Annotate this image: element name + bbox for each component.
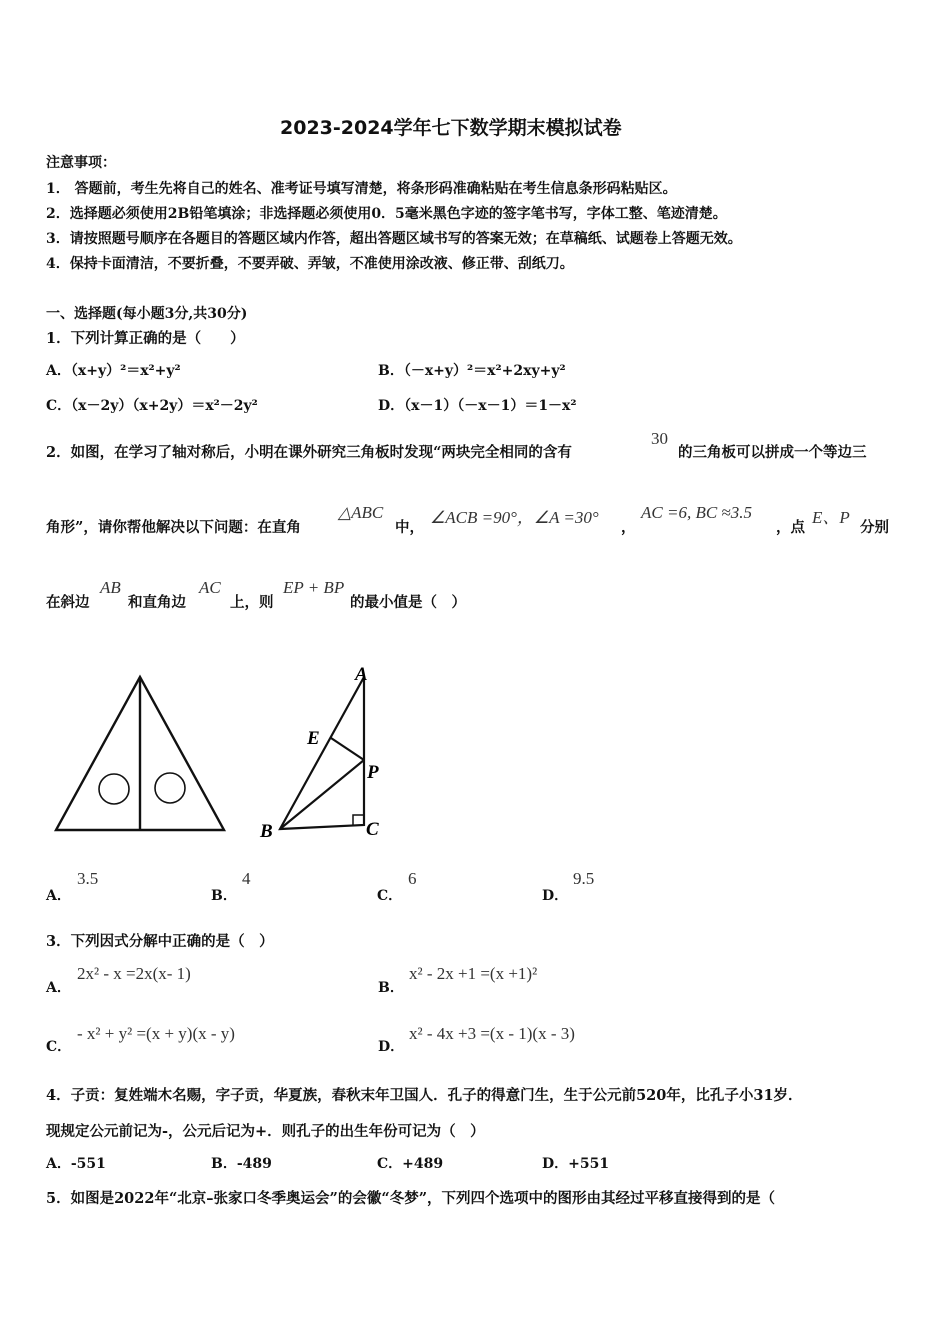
q4-option-a: A．-551 xyxy=(46,1156,106,1172)
hole-left xyxy=(99,774,129,804)
q3-option-c-letter: C． xyxy=(46,1039,72,1055)
section-heading: 一、选择题(每小题3分,共30分) xyxy=(46,306,248,322)
q2-angles: ∠ACB =90°，∠A =30° xyxy=(430,508,599,527)
q4-option-b: B．-489 xyxy=(211,1156,272,1172)
q2-line3-then: 上，则 xyxy=(230,594,274,611)
q1-stem: 1．下列计算正确的是（ ） xyxy=(46,330,245,347)
q2-option-c-letter: C． xyxy=(377,888,403,904)
q2-segment-ac: AC xyxy=(199,578,221,597)
q4-line1: 4．子贡：复姓端木名赐，字子贡，华夏族，春秋末年卫国人．孔子的得意门生，生于公元前520年，比孔子小31岁． xyxy=(46,1087,803,1104)
q2-option-a-value: 3.5 xyxy=(77,869,99,888)
hole-right xyxy=(155,773,185,803)
label-a: A xyxy=(355,664,368,685)
q2-line1-text: 2．如图，在学习了轴对称后，小明在课外研究三角板时发现“两块完全相同的含有 xyxy=(46,444,572,461)
label-b: B xyxy=(260,821,273,842)
q2-points-ep: E、P xyxy=(812,508,850,527)
q1-option-c: C．（x－2y）（x+2y）＝x²－2y² xyxy=(46,398,258,414)
q2-point-word: ，点 xyxy=(776,519,805,536)
q2-option-d-letter: D． xyxy=(542,888,569,904)
q2-line2-mid: 中， xyxy=(395,519,424,536)
notice-item-2: 2．选择题必须使用2B铅笔填涂；非选择题必须使用0．5毫米黑色字迹的签字笔书写，字体工整、笔迹清楚。 xyxy=(46,206,727,222)
notice-item-3: 3．请按照题号顺序在各题目的答题区域内作答，超出答题区域书写的答案无效；在草稿纸、试题卷上答题无效。 xyxy=(46,231,742,247)
q4-option-c: C．+489 xyxy=(377,1156,444,1172)
q2-triangle-abc: △ABC xyxy=(338,503,384,522)
q2-angle-30: 30 xyxy=(651,429,668,448)
figure-equilateral-triangle xyxy=(50,670,230,835)
q3-option-a-letter: A． xyxy=(46,980,71,996)
q2-line2-tail: 分别 xyxy=(860,519,889,536)
q3-option-d-letter: D． xyxy=(378,1039,405,1055)
q3-option-b-letter: B． xyxy=(378,980,404,996)
segment-bp xyxy=(280,760,364,829)
notice-heading: 注意事项： xyxy=(46,155,116,171)
label-e: E xyxy=(307,728,320,749)
q2-comma: ， xyxy=(621,519,636,536)
q2-option-b-value: 4 xyxy=(242,869,251,888)
q3-option-d: x² - 4x +3 =(x - 1)(x - 3) xyxy=(409,1024,575,1043)
q2-lengths: AC =6, BC ≈3.5 xyxy=(641,503,752,522)
q3-stem: 3．下列因式分解中正确的是（ ） xyxy=(46,933,274,950)
segment-ep xyxy=(331,738,364,760)
label-p: P xyxy=(367,762,379,783)
q3-option-a: 2x² - x =2x(x- 1) xyxy=(77,964,191,983)
q2-expression: EP + BP xyxy=(283,578,345,597)
label-c: C xyxy=(366,819,379,840)
q2-line1-tail: 的三角板可以拼成一个等边三 xyxy=(678,444,867,461)
q1-option-a: A．（x+y）²＝x²+y² xyxy=(46,363,181,379)
q4-line2: 现规定公元前记为-，公元后记为+．则孔子的出生年份可记为（ ） xyxy=(46,1123,485,1140)
q2-segment-ab: AB xyxy=(100,578,121,597)
q2-option-a-letter: A． xyxy=(46,888,71,904)
q4-option-d: D．+551 xyxy=(542,1156,610,1172)
q2-line3-text: 在斜边 xyxy=(46,594,90,611)
notice-item-4: 4．保持卡面清洁，不要折叠，不要弄破、弄皱，不准使用涂改液、修正带、刮纸刀。 xyxy=(46,256,574,272)
q2-option-d-value: 9.5 xyxy=(573,869,595,888)
q3-option-c: - x² + y² =(x + y)(x - y) xyxy=(77,1024,235,1043)
triangle-abc xyxy=(280,677,364,829)
q2-line3-tail: 的最小值是（ ） xyxy=(350,594,466,611)
q2-option-b-letter: B． xyxy=(211,888,237,904)
q3-option-b: x² - 2x +1 =(x +1)² xyxy=(409,964,538,983)
notice-item-1: 1． 答题前，考生先将自己的姓名、准考证号填写清楚，将条形码准确粘贴在考生信息条形码粘贴区。 xyxy=(46,181,677,197)
right-angle-mark xyxy=(353,815,364,825)
q1-option-b: B．（－x+y）²＝x²+2xy+y² xyxy=(378,363,566,379)
q2-line3-mid: 和直角边 xyxy=(128,594,186,611)
page-title: 2023-2024学年七下数学期末模拟试卷 xyxy=(280,117,622,139)
q2-line2-text: 角形”，请你帮他解决以下问题：在直角 xyxy=(46,519,301,536)
q5-stem: 5．如图是2022年“北京–张家口冬季奥运会”的会徽“冬梦”，下列四个选项中的图形由其经过平移直接得到的是（ xyxy=(46,1190,776,1207)
figure-right-triangle xyxy=(255,660,395,845)
q1-option-d: D．（x－1）（－x－1）＝1－x² xyxy=(378,398,577,414)
q2-option-c-value: 6 xyxy=(408,869,417,888)
